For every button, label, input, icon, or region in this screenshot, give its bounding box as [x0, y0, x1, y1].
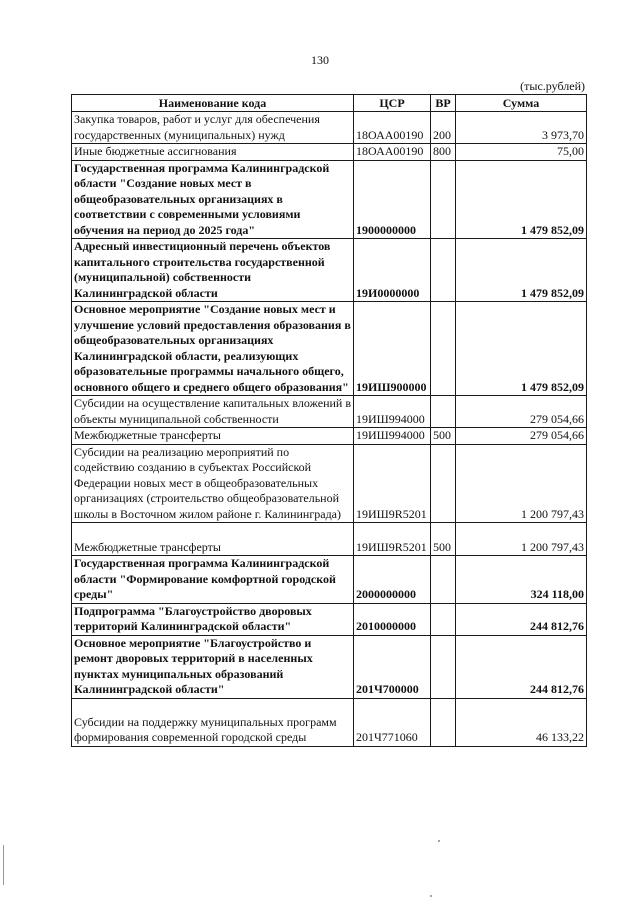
row-name: Субсидии на реализацию мероприятий по содействию созданию в субъектах Российской Федерации новых мест в общеобразовательных организациях (строительство общеобразовательной школы в Восточном жилом районе г. Калининграда): [72, 444, 354, 523]
table-row: [72, 144, 587, 161]
page-number: 130: [311, 53, 329, 67]
row-sum: 3 973,70: [456, 112, 587, 144]
table-row: [72, 603, 587, 635]
row-vr: [431, 556, 456, 604]
table-row: [72, 160, 587, 239]
row-csr: 18ОАА00190: [354, 144, 431, 161]
row-csr: 19ИШ994000: [354, 428, 431, 445]
row-sum: 1 200 797,43: [456, 523, 587, 556]
row-sum: 324 118,00: [456, 556, 587, 604]
table-row: [72, 302, 587, 396]
row-csr: 19ИШ994000: [354, 396, 431, 428]
budget-table: [71, 94, 587, 747]
row-name: Субсидии на поддержку муниципальных программ формирования современной городской среды: [72, 698, 354, 746]
row-name: Субсидии на осуществление капитальных вложений в объекты муниципальной собственности: [72, 396, 354, 428]
row-sum: 46 133,22: [456, 698, 587, 746]
table-row: [72, 428, 587, 445]
row-sum: 244 812,76: [456, 603, 587, 635]
header-csr: ЦСР: [354, 95, 431, 112]
row-csr: 19ИШ900000: [354, 302, 431, 396]
row-name: Межбюджетные трансферты: [72, 523, 354, 556]
row-vr: 500: [431, 428, 456, 445]
row-csr: 19ИШ9R5201: [354, 444, 431, 523]
row-sum: 279 054,66: [456, 396, 587, 428]
row-vr: [431, 698, 456, 746]
row-csr: 201Ч700000: [354, 635, 431, 698]
table-row: [72, 444, 587, 523]
row-name: Государственная программа Калининградской области "Создание новых мест в общеобразовательных организациях в соответствии с современными условиями обучения на период до 2025 года": [72, 160, 354, 239]
row-name: Закупка товаров, работ и услуг для обеспечения государственных (муниципальных) нужд: [72, 112, 354, 144]
row-vr: [431, 396, 456, 428]
row-vr: [431, 302, 456, 396]
table-row: [72, 396, 587, 428]
row-csr: 201Ч771060: [354, 698, 431, 746]
row-sum: 1 479 852,09: [456, 239, 587, 302]
table-row: [72, 698, 587, 746]
row-vr: [431, 635, 456, 698]
row-sum: 244 812,76: [456, 635, 587, 698]
row-csr: 18ОАА00190: [354, 112, 431, 144]
row-name: Основное мероприятие "Создание новых мест и улучшение условий предоставления образования в общеобразовательных организациях Калининградской области, реализующих образовательные программы начального общего, основного общего и среднего общего образования": [72, 302, 354, 396]
row-vr: [431, 160, 456, 239]
header-sum: Сумма: [456, 95, 587, 112]
row-sum: 1 479 852,09: [456, 160, 587, 239]
row-vr: [431, 239, 456, 302]
row-name: Иные бюджетные ассигнования: [72, 144, 354, 161]
row-vr: [431, 444, 456, 523]
row-sum: 1 200 797,43: [456, 444, 587, 523]
table-header-row: [72, 95, 587, 112]
row-name: Адресный инвестиционный перечень объектов капитального строительства государственной (муниципальной) собственности Калининградской области: [72, 239, 354, 302]
row-csr: 19И0000000: [354, 239, 431, 302]
row-sum: 75,00: [456, 144, 587, 161]
scan-dot: [438, 840, 440, 842]
row-name: Государственная программа Калининградской области "Формирование комфортной городской среды": [72, 556, 354, 604]
row-name: Основное мероприятие "Благоустройство и ремонт дворовых территорий в населенных пунктах муниципальных образований Калининградской области": [72, 635, 354, 698]
table-row: [72, 239, 587, 302]
row-vr: 800: [431, 144, 456, 161]
header-vr: ВР: [431, 95, 456, 112]
row-csr: 1900000000: [354, 160, 431, 239]
row-name: Межбюджетные трансферты: [72, 428, 354, 445]
table-row: [72, 556, 587, 604]
row-sum: 279 054,66: [456, 428, 587, 445]
row-csr: 2000000000: [354, 556, 431, 604]
row-sum: 1 479 852,09: [456, 302, 587, 396]
table-row: [72, 635, 587, 698]
row-csr: 19ИШ9R5201: [354, 523, 431, 556]
units-label: (тыс.рублей): [520, 79, 585, 93]
row-vr: 200: [431, 112, 456, 144]
row-vr: [431, 603, 456, 635]
header-name: Наименование кода: [72, 95, 354, 112]
row-name: Подпрограмма "Благоустройство дворовых территорий Калининградской области": [72, 603, 354, 635]
scan-margin-mark: [3, 845, 4, 885]
table-row: [72, 112, 587, 144]
row-csr: 2010000000: [354, 603, 431, 635]
table-row: [72, 523, 587, 556]
scan-dot: [430, 895, 432, 897]
row-vr: 500: [431, 523, 456, 556]
